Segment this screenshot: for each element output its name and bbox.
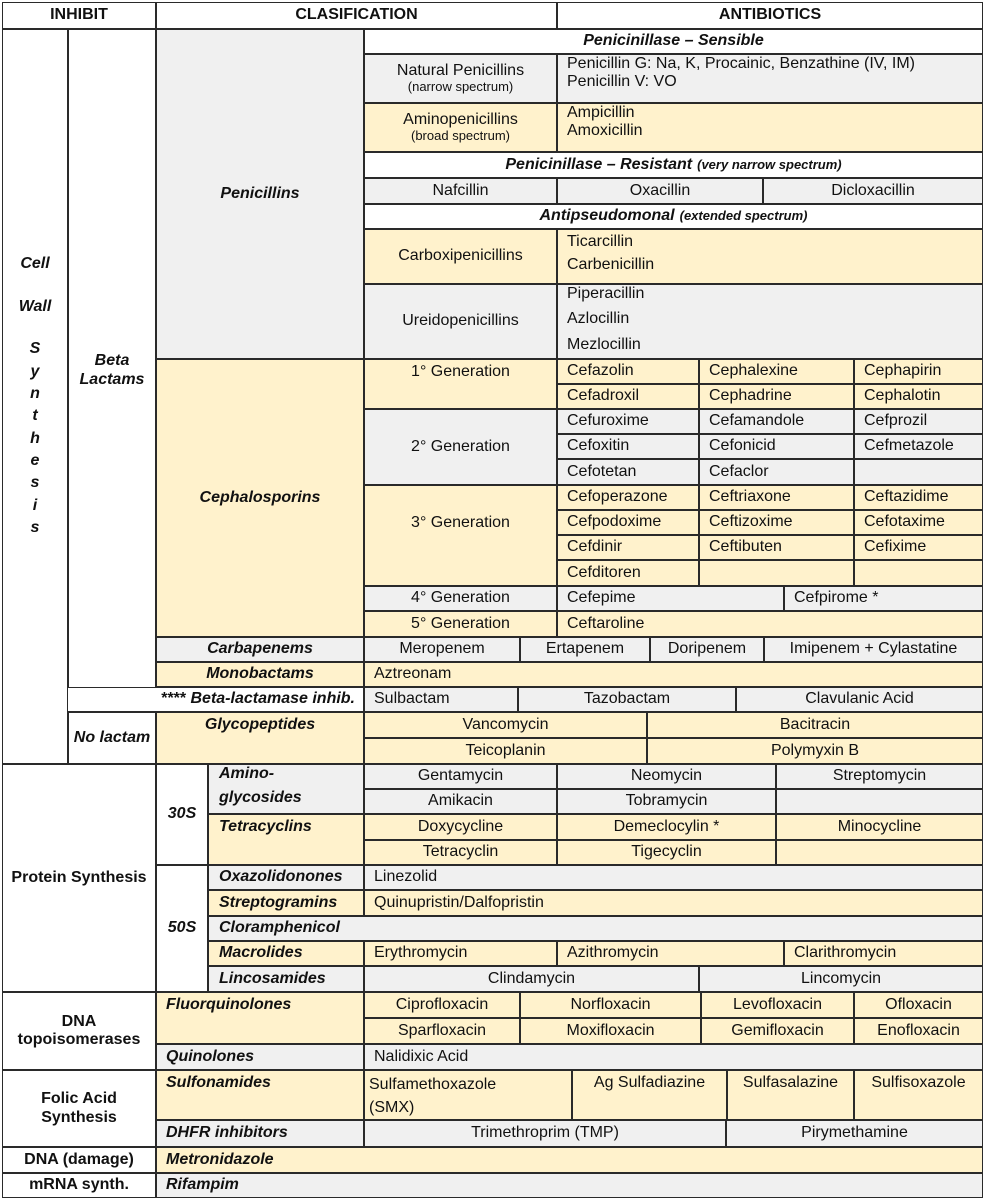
drug: Cefoxitin (557, 434, 699, 459)
drug: Ciprofloxacin (364, 992, 520, 1018)
class-quinolones: Quinolones (156, 1044, 364, 1070)
drug: Meropenem (364, 637, 520, 662)
drug: Demeclocylin * (557, 814, 776, 840)
target-line: Wall (18, 297, 52, 315)
ribosome-30s: 30S (156, 764, 208, 865)
drug: Trimethroprim (TMP) (364, 1120, 726, 1147)
class-macrolides: Macrolides (208, 941, 364, 966)
drug: Neomycin (557, 764, 776, 789)
gen-3: 3° Generation (364, 485, 557, 586)
natural-penicillins (364, 54, 557, 103)
drug: Clavulanic Acid (736, 687, 983, 712)
drug: Imipenem + Cylastatine (764, 637, 983, 662)
drug: Carbenicillin (567, 256, 655, 274)
natural-penicillins-name: Natural Penicillins (396, 61, 525, 79)
no-lactam-label: No lactam (73, 728, 151, 746)
target-dna-damage: DNA (damage) (2, 1147, 156, 1173)
gen-4: 4° Generation (364, 586, 557, 611)
drug: Sulfisoxazole (854, 1070, 983, 1120)
antipseudo-note: (extended spectrum) (679, 208, 808, 224)
class-carbapenems: Carbapenems (156, 637, 364, 662)
drug: Ceftriaxone (699, 485, 854, 510)
header-classification: CLASIFICATION (156, 2, 557, 29)
class-chloramphenicol: Cloramphenicol (208, 916, 983, 941)
group-beta-lactams (68, 29, 156, 712)
class-cephalosporins: Cephalosporins (156, 359, 364, 637)
drug: Cefditoren (557, 560, 699, 586)
class-aminoglycosides (208, 764, 364, 814)
drug-smx (364, 1070, 572, 1120)
drug: Tetracyclin (364, 840, 557, 865)
class-sulfonamides: Sulfonamides (156, 1070, 364, 1120)
drug: Cefpirome * (784, 586, 983, 611)
empty-cell (776, 789, 983, 814)
drug: Sulfamethoxazole (369, 1075, 497, 1093)
empty-cell (699, 560, 854, 586)
drug: Cefpodoxime (557, 510, 699, 535)
drug: Ceftaroline (557, 611, 983, 637)
drug: Cefazolin (557, 359, 699, 384)
beta-inhib-name: Beta-lactamase inhib. (190, 690, 355, 708)
ribosome-50s: 50S (156, 865, 208, 992)
drug: Moxifloxacin (520, 1018, 701, 1044)
class-oxazolidinones: Oxazolidonones (208, 865, 364, 890)
asterisks-marker: **** (160, 690, 186, 708)
drug: Cefadroxil (557, 384, 699, 409)
drug: Cephapirin (854, 359, 983, 384)
drug: Cefamandole (699, 409, 854, 434)
drug: Levofloxacin (701, 992, 854, 1018)
drug: Erythromycin (364, 941, 557, 966)
drug: Enofloxacin (854, 1018, 983, 1044)
drug: Doripenem (650, 637, 764, 662)
drug: Cefoperazone (557, 485, 699, 510)
drug-rifampin: Rifampim (156, 1173, 983, 1198)
drug: Lincomycin (699, 966, 983, 992)
drug: Cefotaxime (854, 510, 983, 535)
target-cell-wall-synthesis (2, 29, 68, 764)
drug: Azlocillin (567, 310, 630, 328)
drug: Cefixime (854, 535, 983, 560)
class-lincosamides: Lincosamides (208, 966, 364, 992)
ureidopenicillins: Ureidopenicillins (364, 284, 557, 359)
class-dhfr-inhibitors: DHFR inhibitors (156, 1120, 364, 1147)
resistant-note: (very narrow spectrum) (697, 156, 842, 172)
drug: Sulbactam (364, 687, 518, 712)
drug: Polymyxin B (647, 738, 983, 764)
natural-penicillins-drugs (557, 54, 983, 103)
drug: Vancomycin (364, 712, 647, 738)
target-line: e (30, 452, 40, 470)
class-glycopeptides: Glycopeptides (156, 712, 364, 764)
drug: Cephalexine (699, 359, 854, 384)
header-inhibit: INHIBIT (2, 2, 156, 29)
drug: Quinupristin/Dalfopristin (364, 890, 983, 916)
aminopenicillins-name: Aminopenicillins (403, 110, 518, 128)
gen-5: 5° Generation (364, 611, 557, 637)
drug: Cefuroxime (557, 409, 699, 434)
drug: Cefepime (557, 586, 784, 611)
drug: Ertapenem (520, 637, 650, 662)
class-fluoroquinolones: Fluorquinolones (156, 992, 364, 1044)
subgroup-antipseudomonal (364, 204, 983, 229)
target-line: t (32, 407, 38, 425)
ureidopenicillins-drugs (557, 284, 983, 359)
antipseudo-title: Antipseudomonal (539, 207, 675, 225)
drug: Aztreonam (364, 662, 983, 687)
target-line: n (30, 384, 40, 402)
drug: Clarithromycin (784, 941, 983, 966)
class-tetracyclins: Tetracyclins (208, 814, 364, 865)
drug: Bacitracin (647, 712, 983, 738)
drug: Amikacin (364, 789, 557, 814)
subgroup-penicillinase-resistant (364, 152, 983, 178)
drug: Cefonicid (699, 434, 854, 459)
drug: Ceftibuten (699, 535, 854, 560)
drug: Gentamycin (364, 764, 557, 789)
aminoglycosides-line: glycosides (219, 789, 302, 807)
drug: Mezlocillin (567, 335, 641, 353)
class-streptogramins: Streptogramins (208, 890, 364, 916)
target-line: h (30, 429, 40, 447)
natural-penicillins-note: (narrow spectrum) (407, 79, 514, 95)
drug: Ceftizoxime (699, 510, 854, 535)
class-penicillins: Penicillins (156, 29, 364, 359)
drug: Sparfloxacin (364, 1018, 520, 1044)
drug: Ag Sulfadiazine (572, 1070, 727, 1120)
drug: Cephadrine (699, 384, 854, 409)
empty-cell (854, 459, 983, 485)
class-beta-lactamase-inhibitors (68, 687, 364, 712)
target-protein-synthesis: Protein Synthesis (2, 764, 156, 992)
drug: Ceftazidime (854, 485, 983, 510)
target-mrna-synthesis: mRNA synth. (2, 1173, 156, 1198)
aminopenicillins-drugs (557, 103, 983, 152)
drug: Tobramycin (557, 789, 776, 814)
subgroup-penicillinase-sensible: Penicinillase – Sensible (364, 29, 983, 54)
drug: Gemifloxacin (701, 1018, 854, 1044)
drug: Oxacillin (557, 178, 763, 204)
drug: Pirymethamine (726, 1120, 983, 1147)
target-line: Cell (20, 255, 50, 273)
drug: Cefmetazole (854, 434, 983, 459)
drug: Cephalotin (854, 384, 983, 409)
aminoglycosides-line: Amino- (219, 765, 275, 782)
drug: Penicillin V: VO (567, 73, 677, 91)
drug: Clindamycin (364, 966, 699, 992)
drug: Norfloxacin (520, 992, 701, 1018)
drug: Streptomycin (776, 764, 983, 789)
aminopenicillins (364, 103, 557, 152)
drug: Minocycline (776, 814, 983, 840)
target-line: s (30, 519, 40, 537)
carboxipenicillins-drugs (557, 229, 983, 284)
drug: Cefprozil (854, 409, 983, 434)
drug: Ticarcillin (567, 233, 634, 250)
drug: Nalidixic Acid (364, 1044, 983, 1070)
drug: Cefaclor (699, 459, 854, 485)
drug: Azithromycin (557, 941, 784, 966)
drug: Doxycycline (364, 814, 557, 840)
smx-note: (SMX) (369, 1099, 415, 1116)
drug: Nafcillin (364, 178, 557, 204)
beta-lactams-label: Beta Lactams (79, 352, 145, 388)
drug: Ampicillin (567, 104, 635, 121)
target-line: s (30, 474, 40, 492)
target-line: y (30, 362, 40, 380)
carboxipenicillins: Carboxipenicillins (364, 229, 557, 284)
target-dna-topoisomerases: DNA topoisomerases (2, 992, 156, 1070)
drug: Ofloxacin (854, 992, 983, 1018)
drug: Tigecyclin (557, 840, 776, 865)
resistant-title: Penicinillase – Resistant (505, 155, 693, 173)
target-line: S (29, 340, 41, 358)
gen-1: 1° Generation (364, 359, 557, 409)
empty-cell (854, 560, 983, 586)
drug: Piperacillin (567, 285, 645, 302)
drug-metronidazole: Metronidazole (156, 1147, 983, 1173)
aminopenicillins-note: (broad spectrum) (411, 128, 510, 144)
drug: Cefdinir (557, 535, 699, 560)
drug: Sulfasalazine (727, 1070, 854, 1120)
target-line: i (32, 496, 38, 514)
drug: Dicloxacillin (763, 178, 983, 204)
drug: Cefotetan (557, 459, 699, 485)
drug: Amoxicillin (567, 122, 643, 140)
drug: Teicoplanin (364, 738, 647, 764)
target-folic-acid-synthesis: Folic Acid Synthesis (2, 1070, 156, 1147)
empty-cell (776, 840, 983, 865)
gen-2: 2° Generation (364, 409, 557, 485)
drug: Linezolid (364, 865, 983, 890)
drug: Penicillin G: Na, K, Procainic, Benzathine (IV, IM) (567, 55, 915, 72)
drug: Tazobactam (518, 687, 736, 712)
header-antibiotics: ANTIBIOTICS (557, 2, 983, 29)
group-no-lactam (68, 712, 156, 764)
class-monobactams: Monobactams (156, 662, 364, 687)
